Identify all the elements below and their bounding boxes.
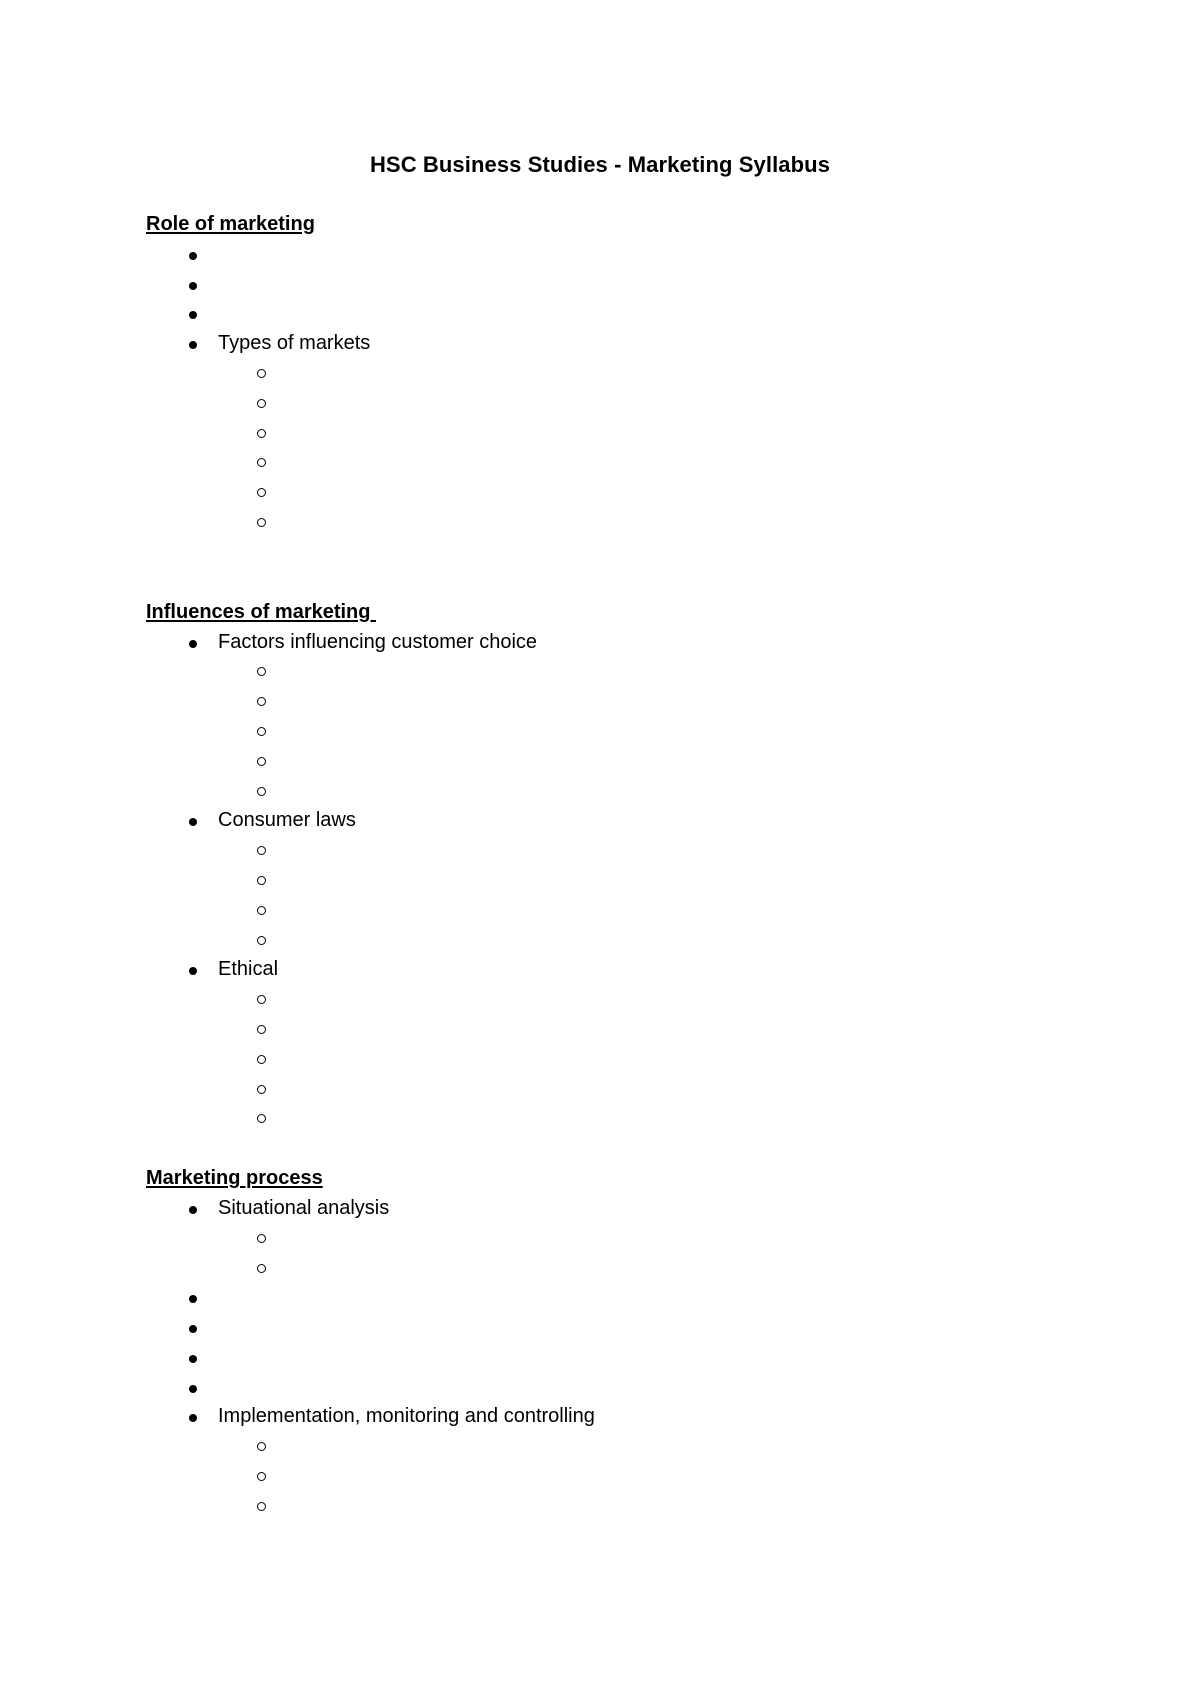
hollow-bullet-icon bbox=[257, 1085, 266, 1094]
list-item bbox=[146, 240, 1106, 270]
filled-bullet-icon bbox=[189, 967, 197, 975]
sub-bullet-list bbox=[146, 1432, 1106, 1521]
bullet-list bbox=[146, 806, 1106, 836]
sub-list-item bbox=[146, 1224, 1106, 1254]
hollow-bullet-icon bbox=[257, 1264, 266, 1273]
filled-bullet-icon bbox=[189, 1385, 197, 1393]
filled-bullet-icon bbox=[189, 1295, 197, 1303]
list-item-text: Types of markets bbox=[218, 332, 371, 355]
hollow-bullet-icon bbox=[257, 1025, 266, 1034]
filled-bullet-icon bbox=[189, 818, 197, 826]
sub-list-item bbox=[146, 687, 1106, 717]
sub-list-item bbox=[146, 1254, 1106, 1284]
list-item bbox=[146, 628, 1106, 658]
section-spacer bbox=[146, 1134, 1106, 1164]
sub-bullet-list bbox=[146, 359, 1106, 538]
sub-list-item bbox=[146, 448, 1106, 478]
hollow-bullet-icon bbox=[257, 757, 266, 766]
sub-list-item bbox=[146, 1492, 1106, 1522]
list-item bbox=[146, 1194, 1106, 1224]
list-item bbox=[146, 1313, 1106, 1343]
list-item bbox=[146, 299, 1106, 329]
bullet-list bbox=[146, 1283, 1106, 1432]
sub-list-item bbox=[146, 777, 1106, 807]
sub-list-item bbox=[146, 389, 1106, 419]
list-item-text: Ethical bbox=[218, 958, 279, 981]
list-item-text: Situational analysis bbox=[218, 1196, 390, 1219]
sub-bullet-list bbox=[146, 1224, 1106, 1284]
hollow-bullet-icon bbox=[257, 1055, 266, 1064]
sub-bullet-list bbox=[146, 836, 1106, 955]
sub-list-item bbox=[146, 896, 1106, 926]
hollow-bullet-icon bbox=[257, 906, 266, 915]
hollow-bullet-icon bbox=[257, 1502, 266, 1511]
list-item bbox=[146, 1283, 1106, 1313]
hollow-bullet-icon bbox=[257, 727, 266, 736]
sub-list-item bbox=[146, 1045, 1106, 1075]
bullet-list bbox=[146, 240, 1106, 359]
filled-bullet-icon bbox=[189, 640, 197, 648]
filled-bullet-icon bbox=[189, 252, 197, 260]
list-item-text: Consumer laws bbox=[218, 809, 356, 832]
filled-bullet-icon bbox=[189, 1355, 197, 1363]
list-item bbox=[146, 1373, 1106, 1403]
sub-list-item bbox=[146, 419, 1106, 449]
section-role-of-marketing bbox=[146, 210, 1106, 538]
sub-list-item bbox=[146, 866, 1106, 896]
list-item bbox=[146, 270, 1106, 300]
list-item-text: Implementation, monitoring and controlling bbox=[218, 1405, 595, 1428]
sub-list-item bbox=[146, 657, 1106, 687]
filled-bullet-icon bbox=[189, 311, 197, 319]
hollow-bullet-icon bbox=[257, 876, 266, 885]
sub-list-item bbox=[146, 747, 1106, 777]
filled-bullet-icon bbox=[189, 341, 197, 349]
bullet-list bbox=[146, 955, 1106, 985]
sub-list-item bbox=[146, 1104, 1106, 1134]
list-item bbox=[146, 329, 1106, 359]
bullet-list bbox=[146, 628, 1106, 658]
filled-bullet-icon bbox=[189, 1206, 197, 1214]
section-heading: Marketing process bbox=[146, 1167, 323, 1190]
hollow-bullet-icon bbox=[257, 399, 266, 408]
bullet-list bbox=[146, 1194, 1106, 1224]
sub-list-item bbox=[146, 478, 1106, 508]
hollow-bullet-icon bbox=[257, 1472, 266, 1481]
hollow-bullet-icon bbox=[257, 936, 266, 945]
hollow-bullet-icon bbox=[257, 787, 266, 796]
sub-list-item bbox=[146, 359, 1106, 389]
document-title: HSC Business Studies - Marketing Syllabus bbox=[369, 152, 831, 177]
section-heading: Influences of marketing bbox=[146, 600, 377, 623]
sub-list-item bbox=[146, 1462, 1106, 1492]
hollow-bullet-icon bbox=[257, 488, 266, 497]
hollow-bullet-icon bbox=[257, 458, 266, 467]
sub-list-item bbox=[146, 1075, 1106, 1105]
sub-list-item bbox=[146, 836, 1106, 866]
hollow-bullet-icon bbox=[257, 697, 266, 706]
sub-list-item bbox=[146, 1015, 1106, 1045]
filled-bullet-icon bbox=[189, 1325, 197, 1333]
hollow-bullet-icon bbox=[257, 846, 266, 855]
hollow-bullet-icon bbox=[257, 1234, 266, 1243]
hollow-bullet-icon bbox=[257, 369, 266, 378]
list-item bbox=[146, 955, 1106, 985]
sub-bullet-list bbox=[146, 657, 1106, 806]
hollow-bullet-icon bbox=[257, 667, 266, 676]
sub-list-item bbox=[146, 1432, 1106, 1462]
list-item bbox=[146, 1402, 1106, 1432]
list-item bbox=[146, 806, 1106, 836]
hollow-bullet-icon bbox=[257, 995, 266, 1004]
filled-bullet-icon bbox=[189, 1414, 197, 1422]
list-item-text: Factors influencing customer choice bbox=[218, 630, 538, 653]
sub-list-item bbox=[146, 717, 1106, 747]
sub-bullet-list bbox=[146, 985, 1106, 1134]
hollow-bullet-icon bbox=[257, 1442, 266, 1451]
hollow-bullet-icon bbox=[257, 518, 266, 527]
sub-list-item bbox=[146, 926, 1106, 956]
hollow-bullet-icon bbox=[257, 429, 266, 438]
section-marketing-process bbox=[146, 1164, 1106, 1522]
sub-list-item bbox=[146, 985, 1106, 1015]
list-item bbox=[146, 1343, 1106, 1373]
sub-list-item bbox=[146, 508, 1106, 538]
section-heading: Role of marketing bbox=[146, 213, 315, 235]
hollow-bullet-icon bbox=[257, 1114, 266, 1123]
section-influences-of-marketing bbox=[146, 598, 1106, 1134]
document-body bbox=[146, 210, 1106, 1522]
filled-bullet-icon bbox=[189, 282, 197, 290]
section-spacer bbox=[146, 538, 1106, 598]
